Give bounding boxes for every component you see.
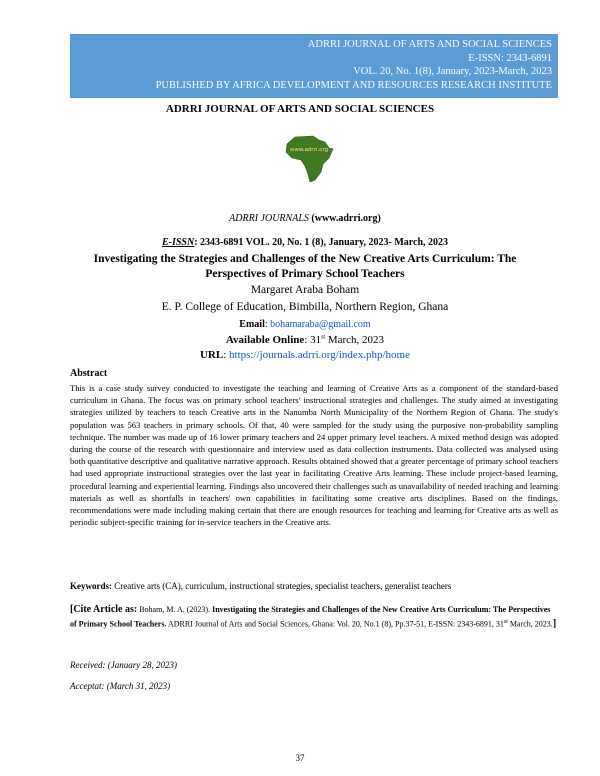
journal-title: ADRRI JOURNAL OF ARTS AND SOCIAL SCIENCES (165, 103, 435, 115)
citation-block (70, 604, 558, 631)
online-label: Available Online (225, 334, 305, 346)
citation-rest2: March, 2023. (507, 619, 553, 629)
citation-sup: st (503, 619, 508, 625)
citation-close: ] (552, 618, 557, 630)
url-label: URL (199, 349, 224, 361)
abstract-heading: Abstract (70, 368, 108, 379)
online-rest: March, 2023 (325, 334, 385, 346)
keywords-text: Creative arts (CA), curriculum, instructional strategies, specialist teachers, generalist teachers (112, 581, 452, 591)
email-line: Email: bohamaraba@gmail.com (239, 319, 371, 330)
citation-rest1: ADRRI Journal of Arts and Social Sciences, Ghana: Vol. 20, No.1 (8), Pp.37-51, E-ISSN: 2343-6891, 31 (166, 619, 504, 629)
email-link[interactable]: bohamaraba@gmail.com (270, 319, 371, 330)
url-link[interactable]: https://journals.adrri.org/index.php/home (229, 349, 410, 361)
received-date: Received: (January 28, 2023) (70, 660, 177, 670)
accepted-date: Acceptat: (March 31, 2023) (70, 681, 171, 691)
online-sup: st (321, 334, 326, 341)
header-publisher: PUBLISHED BY AFRICA DEVELOPMENT AND RESOURCES RESEARCH INSTITUTE (155, 79, 552, 91)
online-day: : 31 (304, 334, 322, 346)
journals-site: (www.adrri.org) (311, 213, 381, 224)
africa-map-icon (283, 134, 335, 184)
citation-author: Boham, M. A. (2023). (137, 605, 213, 614)
abstract-text: This is a case study survey conducted to investigate the teaching and learning of Creative Arts as a component of the standard-based curriculum in Ghana. The focus was on primary school teachers' instructional strategies and challenges. The study aimed at investigating strategies utilized by teachers to teach Creative arts in the Nanumba North Municipality of the Northern Region of Ghana. The study's population was 563 teachers in primary schools. Of that, 40 were sampled for the study using the purposive non-probability sampling technique. The number was made up of 16 lower primary teachers and 24 upper primary level teachers. A mixed method design was adopted during the course of the research with questionnaire and interview used as data collection instruments. Data collected was analysed using both quantitative descriptive and qualitative narrative approach. Results obtained showed that a greater percentage of primary school teachers had used appropriate instructional strategies over the last year in facilitating Creative Arts learning. These include project-based learning, procedural learning and experiential learning. Findings also uncovered their challenges such as unavailability of needed teaching and learning materials as well as shortfalls in teachers' own capabilities in facilitating some creative arts disciplines. Based on the findings, recommendations were made including making certain that there are enough resources for teaching and learning for Creative arts as well as periodic subject-specific training for in-service teachers in the Creative arts. (70, 383, 558, 528)
issn-label: E-ISSN (161, 237, 195, 248)
header-journal-name: ADRRI JOURNAL OF ARTS AND SOCIAL SCIENCES (307, 39, 552, 50)
citation-open: [Cite Article as: (70, 604, 138, 615)
page-number: 37 (295, 753, 305, 763)
keywords-line (70, 580, 558, 592)
url-line: URL: https://journals.adrri.org/index.php/home (199, 349, 410, 361)
header-volume: VOL. 20, No. 1(8), January, 2023-March, 2023 (353, 66, 552, 78)
issn-rest: : 2343-6891 VOL. 20, No. 1 (8), January, 2023- March, 2023 (194, 237, 449, 248)
issn-line (40, 237, 570, 248)
email-label: Email (239, 319, 265, 330)
keywords-label: Keywords: (70, 581, 112, 591)
author-name: Margaret Araba Boham (250, 284, 360, 296)
citation-title: Investigating the Strategies and Challenges of the New Creative Arts Curriculum: The Perspectives of Primary School Teachers. (70, 605, 551, 629)
journal-header-band (70, 34, 558, 98)
author-affiliation: E. P. College of Education, Bimbilla, Northern Region, Ghana (161, 301, 449, 313)
logo-site-text: www.adrri.org (289, 147, 329, 153)
header-issn: E-ISSN: 2343-6891 (468, 52, 552, 64)
article-title-line2: Perspectives of Primary School Teachers (205, 268, 405, 280)
available-online-line (40, 334, 570, 346)
journals-line (40, 213, 570, 224)
journals-prefix: ADRRI JOURNALS (229, 213, 309, 224)
article-title (40, 252, 570, 282)
article-title-line1: Investigating the Strategies and Challenges of the New Creative Arts Curriculum: The (93, 253, 517, 265)
